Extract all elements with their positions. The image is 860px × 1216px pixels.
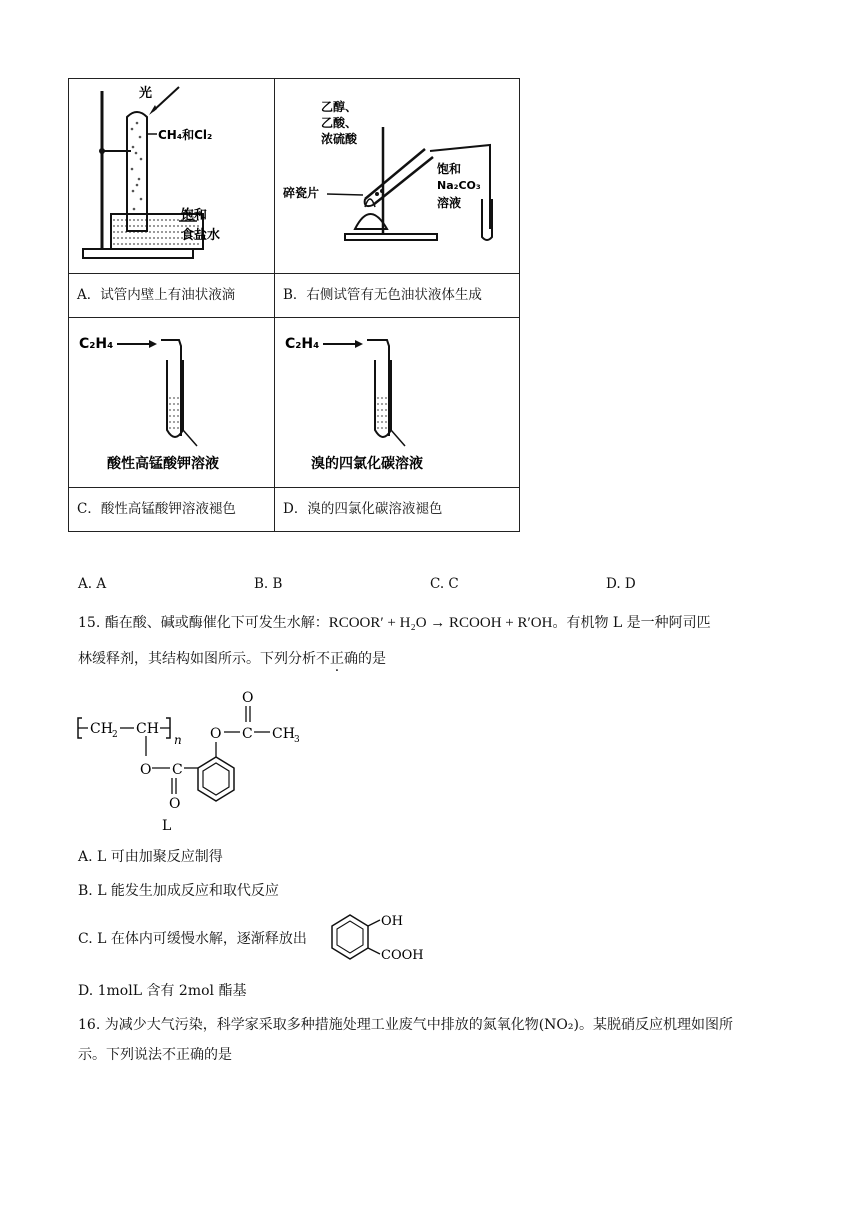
reagent-label-3: 浓硫酸 — [321, 132, 358, 146]
q16-stem-line2: 示。下列说法不正确的是 — [78, 1047, 232, 1063]
diagram-d-bromine — [275, 318, 521, 487]
saturated-label-3: 溶液 — [437, 196, 462, 210]
option-b-caption: B．右侧试管有无色油状液体生成 — [283, 287, 482, 303]
q15-option-c: C. L 在体内可缓慢水解，逐渐释放出 — [78, 931, 307, 947]
svg-text:n: n — [174, 733, 182, 747]
table-divider — [69, 273, 519, 274]
option-a-caption: A．试管内壁上有油状液滴 — [77, 287, 236, 303]
q15-option-d: D. 1molL 含有 2mol 酯基 — [78, 983, 247, 999]
svg-text:CH: CH — [90, 721, 113, 737]
salicylic-acid-structure — [324, 906, 434, 970]
q15-stem-line1: 15. 酯在酸、碱或酶催化下可发生水解：RCOOR′ + H₂O → RCOOH + R′OH。有机物 L 是一种阿司匹 — [78, 615, 711, 631]
q14-option-c: C. C — [430, 576, 459, 592]
experiment-table — [68, 78, 520, 532]
q15-stem-line2: 林缓释剂，其结构如图所示。下列分析不正确的是 — [78, 648, 386, 670]
structure-label: L — [162, 818, 172, 834]
solution-label-2: 食盐水 — [181, 228, 221, 243]
solution-label-1: 饱和 — [181, 208, 208, 223]
svg-text:2: 2 — [112, 730, 118, 740]
gas-label: C₂H₄ — [285, 336, 320, 352]
svg-text:O: O — [169, 796, 181, 812]
structure-l — [74, 686, 314, 836]
saturated-label-2: Na₂CO₃ — [437, 179, 481, 192]
gas-label: CH₄和Cl₂ — [158, 128, 213, 142]
q14-option-a: A. A — [78, 576, 107, 592]
saturated-label-1: 饱和 — [437, 162, 462, 176]
gas-label: C₂H₄ — [79, 336, 114, 352]
q16-stem-line1: 16. 为减少大气污染，科学家采取多种措施处理工业废气中排放的氮氧化物(NO₂)。某脱硝反应机理如图所 — [78, 1017, 733, 1033]
cooh-label: COOH — [381, 948, 424, 963]
reagent-label-1: 乙醇、 — [321, 100, 358, 114]
diagram-c-kmno4 — [69, 318, 274, 487]
svg-text:O: O — [210, 726, 222, 742]
solution-label: 酸性高锰酸钾溶液 — [107, 456, 219, 472]
diagram-b-esterification — [275, 79, 521, 273]
option-c-caption: C．酸性高锰酸钾溶液褪色 — [77, 501, 236, 517]
solution-label: 溴的四氯化碳溶液 — [311, 456, 423, 472]
svg-text:C: C — [172, 762, 183, 778]
q14-option-d: D. D — [606, 576, 636, 592]
light-label: 光 — [139, 86, 153, 101]
table-divider — [69, 487, 519, 488]
oh-label: OH — [381, 914, 403, 929]
option-d-caption: D．溴的四氯化碳溶液褪色 — [283, 501, 443, 517]
chips-label: 碎瓷片 — [283, 186, 320, 200]
svg-text:O: O — [242, 690, 254, 706]
hydrolysis-equation: RCOOR′ + H₂O → RCOOH + R′OH — [328, 615, 553, 631]
svg-text:CH: CH — [272, 726, 295, 742]
reagent-label-2: 乙酸、 — [321, 116, 358, 130]
svg-text:CH: CH — [136, 721, 159, 737]
svg-text:O: O — [140, 762, 152, 778]
diagram-a-methane-chlorination — [69, 79, 274, 273]
emphasis-not-correct: 不正确 — [316, 651, 358, 667]
svg-text:C: C — [242, 726, 253, 742]
svg-text:3: 3 — [294, 735, 300, 745]
q15-option-b: B. L 能发生加成反应和取代反应 — [78, 883, 279, 899]
q14-option-b: B. B — [254, 576, 283, 592]
q15-option-a: A. L 可由加聚反应制得 — [78, 849, 223, 865]
